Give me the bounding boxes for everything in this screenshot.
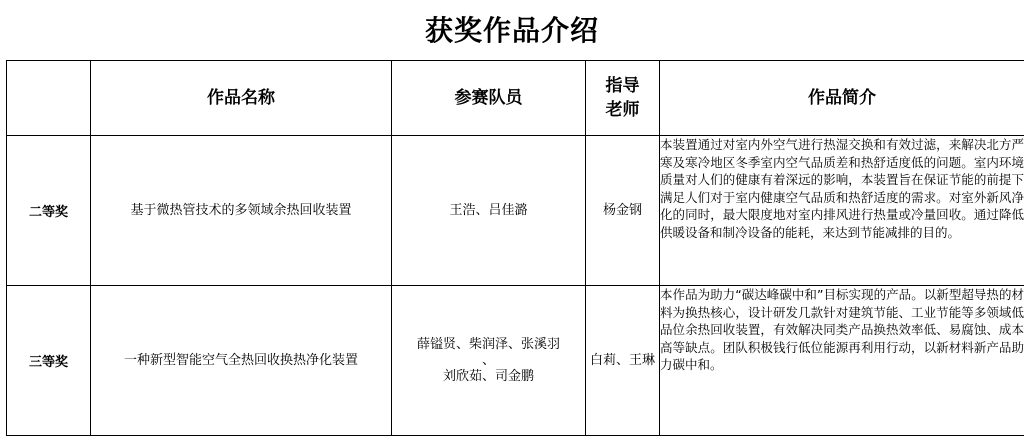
team-members-line: 薛镒贤、柴润泽、张溪羽: [416, 336, 560, 352]
award-level: 二等奖: [7, 136, 91, 286]
table-row: [7, 136, 1024, 286]
team-members: [392, 286, 586, 436]
header-work-name: 作品名称: [91, 61, 392, 136]
work-name: 基于微热管技术的多领域余热回收装置: [91, 136, 392, 286]
work-intro: 本装置通过对室内外空气进行热湿交换和有效过滤，来解决北方严寒及寒冷地区冬季室内空气品质差和热舒适度低的问题。室内环境质量对人们的健康有着深远的影响，本装置旨在保证节能的前提下满足人们对于室内健康空气品质和热舒适度的需求。对室外新风净化的同时，最大限度地对室内排风进行热量或冷量回收。通过降低供暖设备和制冷设备的能耗，来达到节能减排的目的。: [660, 136, 1024, 286]
team-members-line: 王浩、吕佳潞: [449, 202, 528, 218]
advisor: 杨金钢: [586, 136, 660, 286]
awards-table: [6, 60, 1024, 436]
table-header-row: [7, 61, 1024, 136]
table-row: [7, 286, 1024, 436]
team-members-line: 刘欣茹、司金鹏: [442, 368, 534, 384]
header-advisor-line2: 老师: [605, 100, 640, 120]
team-members: [392, 136, 586, 286]
work-name: 一种新型智能空气全热回收换热净化装置: [91, 286, 392, 436]
advisor: 白莉、王琳: [586, 286, 660, 436]
team-members-line: 、: [481, 352, 495, 368]
header-award: [7, 61, 91, 136]
work-intro: 本作品为助力“碳达峰碳中和”目标实现的产品。以新型超导热的材料为换热核心，设计研发几款针对建筑节能、工业节能等多领域低品位余热回收装置，有效解决同类产品换热效率低、易腐蚀、成本高等缺点。团队积极钱行低位能源再利用行动，以新材料新产品助力碳中和。: [660, 286, 1024, 436]
header-advisor: [586, 61, 660, 136]
header-work-intro: 作品简介: [660, 61, 1024, 136]
header-advisor-line1: 指导: [605, 76, 640, 96]
award-level: 三等奖: [7, 286, 91, 436]
header-team-members: 参赛队员: [392, 61, 586, 136]
page-title: 获奖作品介绍: [424, 14, 599, 47]
